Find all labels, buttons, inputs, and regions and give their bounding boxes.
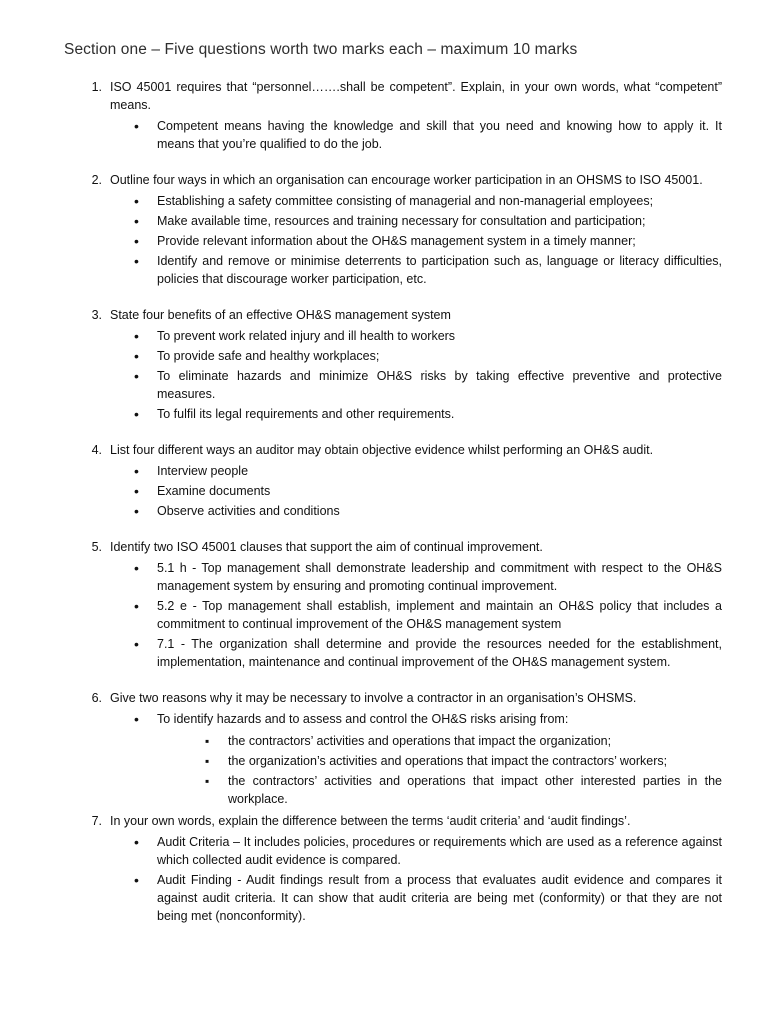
- answer-item: • Establishing a safety committee consisting of managerial and non-managerial employees;: [134, 192, 722, 210]
- question-number: 3.: [91, 308, 102, 322]
- answer-item: • Competent means having the knowledge and skill that you need and knowing how to apply it. It means that you’re qualified to do the job.: [134, 117, 722, 153]
- question-5: [64, 538, 722, 671]
- answer-item: • To eliminate hazards and minimize OH&S risks by taking effective preventive and protective measures.: [134, 367, 722, 403]
- sub-answer-item: ▪ the organization’s activities and operations that impact the contractors’ workers;: [205, 752, 722, 770]
- sub-answer-item: ▪ the contractors’ activities and operations that impact other interested parties in the workplace.: [205, 772, 722, 808]
- question-text: In your own words, explain the difference between the terms ‘audit criteria’ and ‘audit findings’.: [110, 814, 631, 828]
- question-6: [64, 689, 722, 808]
- question-number: 5.: [91, 540, 102, 554]
- question-text: State four benefits of an effective OH&S management system: [110, 308, 451, 322]
- answer-item: [134, 710, 722, 808]
- question-4: [64, 441, 722, 520]
- question-1: [64, 78, 722, 153]
- question-number: 6.: [91, 691, 102, 705]
- answer-list: [64, 192, 722, 288]
- question-text: ISO 45001 requires that “personnel…….shall be competent”. Explain, in your own words, what “competent” means.: [110, 80, 722, 112]
- sub-answer-list: [157, 732, 722, 808]
- answer-list: [64, 462, 722, 520]
- answer-item: • To fulfil its legal requirements and other requirements.: [134, 405, 722, 423]
- answer-item: • 7.1 - The organization shall determine and provide the resources needed for the establishment, implementation, maintenance and continual improvement of the OH&S management system.: [134, 635, 722, 671]
- answer-item: • Observe activities and conditions: [134, 502, 722, 520]
- answer-item: • Audit Criteria – It includes policies, procedures or requirements which are used as a reference against which collected audit evidence is compared.: [134, 833, 722, 869]
- answer-item-text: To identify hazards and to assess and control the OH&S risks arising from:: [157, 712, 569, 726]
- question-3: [64, 306, 722, 423]
- question-text: List four different ways an auditor may obtain objective evidence whilst performing an OH&S audit.: [110, 443, 654, 457]
- answer-item: • Provide relevant information about the OH&S management system in a timely manner;: [134, 232, 722, 250]
- answer-item: • 5.1 h - Top management shall demonstrate leadership and commitment with respect to the OH&S management system by ensuring and promoting continual improvement.: [134, 559, 722, 595]
- question-text: Identify two ISO 45001 clauses that support the aim of continual improvement.: [110, 540, 543, 554]
- question-number: 1.: [91, 80, 102, 94]
- question-2: [64, 171, 722, 288]
- question-text: Give two reasons why it may be necessary to involve a contractor in an organisation’s OHSMS.: [110, 691, 637, 705]
- answer-item: • To provide safe and healthy workplaces;: [134, 347, 722, 365]
- answer-item: • Audit Finding - Audit findings result from a process that evaluates audit evidence and compares it against audit criteria. It can show that audit criteria are being met (conformity) or that they are not being met (nonconformity).: [134, 871, 722, 925]
- sub-answer-item: ▪ the contractors’ activities and operations that impact the organization;: [205, 732, 722, 750]
- answer-item: • 5.2 e - Top management shall establish, implement and maintain an OH&S policy that includes a commitment to continual improvement of the OH&S management system: [134, 597, 722, 633]
- answer-item: • Identify and remove or minimise deterrents to participation such as, language or literacy difficulties, policies that discourage worker participation, etc.: [134, 252, 722, 288]
- question-number: 2.: [91, 173, 102, 187]
- answer-item: • Make available time, resources and training necessary for consultation and participation;: [134, 212, 722, 230]
- answer-item: • Interview people: [134, 462, 722, 480]
- question-7: [64, 812, 722, 925]
- section-heading: Section one – Five questions worth two marks each – maximum 10 marks: [64, 41, 578, 58]
- answer-item: • Examine documents: [134, 482, 722, 500]
- question-number: 7.: [91, 814, 102, 828]
- answer-list: [64, 833, 722, 925]
- answer-list: [64, 559, 722, 671]
- answer-list: [64, 117, 722, 153]
- question-number: 4.: [91, 443, 102, 457]
- question-text: Outline four ways in which an organisation can encourage worker participation in an OHSMS to ISO 45001.: [110, 173, 703, 187]
- answer-list: [64, 710, 722, 808]
- answer-list: [64, 327, 722, 423]
- answer-item: • To prevent work related injury and ill health to workers: [134, 327, 722, 345]
